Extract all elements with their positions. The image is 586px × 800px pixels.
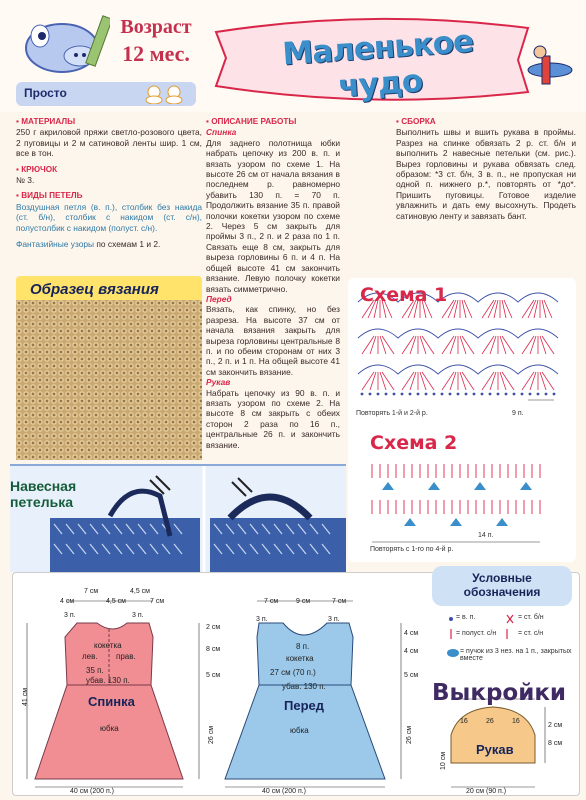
back-height-1: 2 см [206, 624, 221, 631]
difficulty-badge [16, 82, 196, 106]
back-bottom-width: 40 см (200 п.) [70, 788, 115, 795]
sleeve-heading: Рукав [206, 377, 231, 388]
front-dim-top-1: 7 см [264, 598, 279, 605]
back-width-left: 3 п. [64, 612, 76, 619]
back-right-label: прав. [116, 652, 136, 661]
back-yoke-label: кокетка [94, 641, 122, 650]
middle-column [206, 114, 340, 450]
crochet-charts-icon [348, 278, 576, 562]
back-sts-label: 35 п. [86, 666, 104, 675]
hook-text: № 3. [16, 175, 35, 186]
front-width-label: 27 см (70 п.) [270, 668, 316, 677]
legend-cluster: = пучок из 3 нез. на 1 п., закрытых вместе [460, 648, 572, 662]
sleeve-bottom-width: 20 см (90 п.) [466, 788, 507, 795]
scheme2-repeat-note: Повторять с 1-го по 4-й р. [370, 546, 454, 553]
airplane-icon [520, 40, 580, 90]
fancy-label: Фантазийные узоры [16, 239, 95, 250]
back-dim-top-5: 7 см [150, 598, 165, 605]
sleeve-dim-top-1: 16 [460, 718, 468, 725]
back-total-height: 41 см [22, 687, 29, 706]
header-banner [0, 0, 586, 112]
back-dim-top-4: 4,5 см [130, 588, 150, 595]
front-width-right: 3 п. [328, 616, 340, 623]
schemes-panel [348, 278, 576, 562]
scheme2-count: 14 п. [478, 532, 494, 539]
back-text: Для заднего полотнища юбки набрать цепочку из 200 в. п. и вязать узором по схеме 1. На высоте 26 см от начала вязания в последнем р. равномерно убавить 130 п. = 70 п. Продолжить вязание 35 п. правой полочки кокетки узором по схеме 2. Через 5 см закрыть для проймы 3 п., 2 п. и 2 раза по 1 п. Связать еще 8 см, закрыть для выреза горловины 6 п. и 4 п. На общей высоте 41 см закончить вязание. Левую полочку кокетки вязать симметрично. [206, 137, 340, 294]
front-dec-label: убав. 130 п. [282, 682, 326, 691]
legend-title [432, 566, 572, 606]
sample-title-box [16, 276, 202, 302]
front-height-3: 5 см [404, 672, 419, 679]
front-dim-top-2: 9 см [296, 598, 311, 605]
front-height-1: 4 см [404, 630, 419, 637]
work-heading: ▪ ОПИСАНИЕ РАБОТЫ [206, 117, 340, 127]
loop-label-line2: петелька [10, 494, 73, 510]
sleeve-height-1: 2 см [548, 722, 563, 729]
knit-sample-photo [16, 300, 202, 460]
sleeve-dim-top-3: 16 [512, 718, 520, 725]
back-dim-top-1: 4 см [60, 598, 75, 605]
hook-heading: ▪ КРЮЧОК [16, 165, 202, 175]
back-left-label: лев. [82, 652, 98, 661]
sleeve-side-height: 10 см [440, 751, 447, 770]
legend-chain: = в. п. [456, 614, 476, 621]
back-height-3: 5 см [206, 672, 221, 679]
scheme1-title: Схема 1 [360, 284, 448, 306]
fancy-text: по схемам 1 и 2. [96, 239, 161, 250]
materials-heading: ▪ МАТЕРИАЛЫ [16, 117, 202, 127]
legend-dc: = ст. с/н [518, 630, 544, 637]
front-height-4: 26 см [406, 725, 413, 744]
legend-sc: = ст. б/н [518, 614, 544, 621]
front-skirt-label: юбка [290, 726, 309, 735]
front-heading: Перед [206, 293, 232, 304]
scheme1-count: 9 п. [512, 410, 524, 417]
scheme1-repeat-note: Повторять 1-й и 2-й р. [356, 410, 428, 417]
back-skirt-label: юбка [100, 724, 119, 733]
sleeve-text: Набрать цепочку из 90 в. п. и вязать узором по схеме 2. На высоте 8 см закрыть с обеих сторон 2 раза по 16 п., центральные 26 п. и закончить вязание. [206, 387, 340, 450]
age-label: Возраст [120, 16, 192, 38]
back-width-right: 3 п. [132, 612, 144, 619]
front-width-left: 3 п. [256, 616, 268, 623]
loop-label-line1: Навесная [10, 478, 77, 494]
front-sts-label: 8 п. [296, 642, 310, 651]
sleeve-dim-top-2: 26 [486, 718, 494, 725]
back-height-2: 8 см [206, 646, 221, 653]
back-dim-top-3: 4,5 см [106, 598, 126, 605]
legend-hdc: = полуст. с/н [456, 630, 497, 637]
back-height-4: 26 см [208, 725, 215, 744]
front-height-2: 4 см [404, 648, 419, 655]
front-bottom-width: 40 см (200 п.) [262, 788, 307, 795]
sleeve-height-2: 8 см [548, 740, 563, 747]
page-title: Маленькое чудо [281, 23, 475, 105]
legend-title-line2: обозначения [463, 585, 541, 599]
left-column [16, 114, 202, 249]
age-info [112, 16, 200, 78]
right-column [396, 114, 576, 221]
hippo-mascot-icon [14, 8, 110, 78]
back-heading: Спинка [206, 127, 237, 138]
front-title: Перед [284, 698, 324, 713]
back-dec-label: убав. 130 п. [86, 676, 130, 685]
sleeve-title: Рукав [476, 742, 514, 757]
ducks-icon [144, 84, 188, 104]
stitches-text: Воздушная петля (в. п.), столбик без накида (ст. б/н), столбик с накидом (ст. с/н), полустолбик с накидом (полуст. с/н). [16, 201, 202, 233]
assembly-heading: ▪ СБОРКА [396, 117, 576, 127]
scheme2-title: Схема 2 [370, 432, 458, 454]
sample-title: Образец вязания [30, 281, 159, 298]
back-dim-top-2: 7 см [84, 588, 99, 595]
front-dim-top-3: 7 см [332, 598, 347, 605]
patterns-title: Выкройки [432, 680, 567, 706]
back-title: Спинка [88, 694, 135, 709]
materials-text: 250 г акриловой пряжи светло-розового цвета, 2 пуговицы и 2 м сатиновой ленты шир. 1 см, все в тон. [16, 127, 202, 159]
fancy-patterns [16, 239, 202, 249]
legend-title-line1: Условные [472, 571, 532, 585]
age-value: 12 мес. [122, 41, 190, 66]
stitches-heading: ▪ ВИДЫ ПЕТЕЛЬ [16, 191, 202, 201]
difficulty-label: Просто [24, 86, 67, 100]
front-yoke-label: кокетка [286, 654, 314, 663]
front-text: Вязать, как спинку, но без разреза. На высоте 37 см от начала вязания закрыть для выреза горловины центральные 8 п. и по обеим сторонам от них 3 п., 2 п. и 1 п. На общей высоте 41 см закончить вязание. [206, 304, 340, 377]
assembly-text: Выполнить швы и вшить рукава в проймы. Разрез на спинке обвязать 2 р. ст. б/н и выполнить 2 навесные петельки (см. рис.). Вырез горловины и рукава обвязать след. образом: *3 ст. б/н, 3 в. п., не пропуская ни одной п. нижнего р.*, повторять от *до*. Пришить пуговицы. Готовое изделие увлажнить и дать ему высохнуть. Продеть сатиновую ленту и завязать бант. [396, 127, 576, 221]
loop-label [10, 478, 76, 510]
